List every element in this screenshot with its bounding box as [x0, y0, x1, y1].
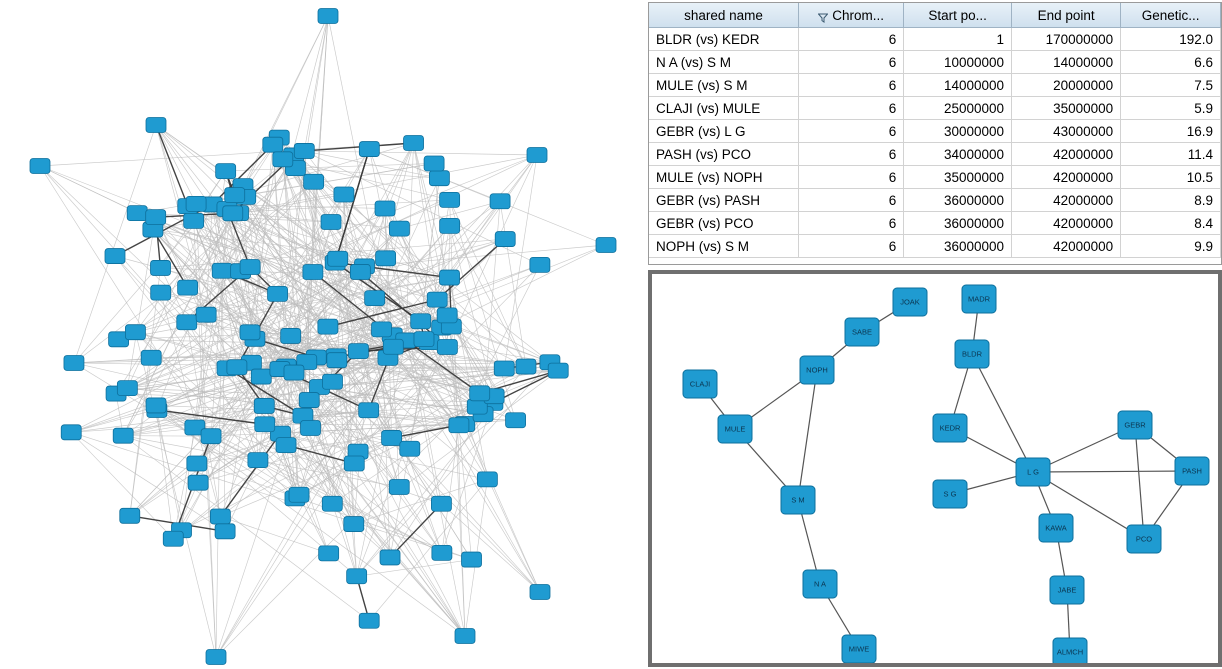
node-rect[interactable] [462, 552, 482, 567]
node-rect[interactable] [105, 249, 125, 264]
subnetwork-node[interactable] [1053, 638, 1087, 663]
subnetwork-node[interactable] [933, 480, 967, 508]
node-rect[interactable] [530, 257, 550, 272]
big-network-edge[interactable] [357, 560, 472, 577]
node-label: SABE [851, 327, 873, 337]
node-rect[interactable] [411, 314, 431, 329]
subnetwork-canvas[interactable] [652, 274, 1218, 663]
big-network-edge[interactable] [304, 151, 537, 155]
node-rect[interactable] [319, 546, 339, 561]
table-row[interactable] [649, 235, 1221, 258]
node-rect[interactable] [210, 509, 230, 524]
node-rect[interactable] [375, 201, 395, 216]
cell-chrom: 6 [799, 74, 904, 97]
node-rect[interactable] [255, 417, 275, 432]
node-label: GEBR [1124, 420, 1146, 430]
subnetwork-node[interactable] [683, 370, 717, 398]
cell-start: 14000000 [904, 74, 1012, 97]
cell-shared_name: N A (vs) S M [649, 51, 799, 74]
cell-end: 42000000 [1012, 212, 1121, 235]
node-label: L G [1027, 467, 1039, 477]
table-row[interactable] [649, 51, 1221, 74]
column-header-chromosome-label: Chrom... [832, 7, 885, 23]
node-label: N A [813, 579, 827, 589]
node-rect[interactable] [64, 355, 84, 370]
node-label: MIWE [848, 644, 870, 654]
cell-chrom: 6 [799, 51, 904, 74]
node-rect[interactable] [440, 218, 460, 233]
cell-end: 42000000 [1012, 235, 1121, 258]
node-rect[interactable] [304, 174, 324, 189]
node-rect[interactable] [383, 339, 403, 354]
cell-start: 34000000 [904, 143, 1012, 166]
node-rect[interactable] [440, 192, 460, 207]
subnetwork-node[interactable] [893, 288, 927, 316]
subnetwork-nodes [683, 285, 1209, 663]
node-rect[interactable] [328, 251, 348, 266]
table-row[interactable] [649, 97, 1221, 120]
node-rect[interactable] [151, 285, 171, 300]
node-rect[interactable] [117, 381, 137, 396]
edge-table-panel[interactable] [648, 2, 1222, 265]
node-rect[interactable] [146, 118, 166, 133]
node-label: BLDR [961, 349, 983, 359]
big-network-edge[interactable] [216, 445, 286, 657]
node-rect[interactable] [240, 260, 260, 275]
cell-start: 30000000 [904, 120, 1012, 143]
node-rect[interactable] [30, 159, 50, 174]
cell-start: 25000000 [904, 97, 1012, 120]
node-rect[interactable] [177, 315, 197, 330]
node-rect[interactable] [178, 280, 198, 295]
node-rect[interactable] [113, 428, 133, 443]
node-rect[interactable] [273, 152, 293, 167]
subnetwork-node[interactable] [1127, 525, 1161, 553]
column-header-genetic[interactable] [1121, 3, 1221, 28]
subnetwork-view[interactable] [648, 270, 1222, 667]
node-rect[interactable] [494, 361, 514, 376]
node-rect[interactable] [227, 360, 247, 375]
cell-chrom: 6 [799, 166, 904, 189]
node-rect[interactable] [414, 332, 434, 347]
node-rect[interactable] [389, 221, 409, 236]
big-network-edge[interactable] [123, 436, 211, 437]
subnetwork-edge[interactable] [1135, 425, 1144, 539]
node-label: JABE [1057, 585, 1077, 595]
node-label: PASH [1182, 466, 1202, 476]
node-rect[interactable] [344, 456, 364, 471]
cell-chrom: 6 [799, 212, 904, 235]
node-label: ALMCH [1056, 647, 1084, 657]
node-label: MADR [967, 294, 991, 304]
big-network-edge[interactable] [304, 143, 413, 151]
cell-chrom: 6 [799, 143, 904, 166]
node-rect[interactable] [322, 496, 342, 511]
node-rect[interactable] [382, 430, 402, 445]
column-header-end-point-label: End point [1037, 7, 1095, 23]
cell-shared_name: MULE (vs) S M [649, 74, 799, 97]
cell-shared_name: GEBR (vs) PASH [649, 189, 799, 212]
cell-start: 35000000 [904, 166, 1012, 189]
node-rect[interactable] [455, 629, 475, 644]
node-rect[interactable] [268, 286, 288, 301]
cell-genetic: 6.6 [1121, 51, 1221, 74]
node-label: PCO [1135, 534, 1153, 544]
table-row[interactable] [649, 74, 1221, 97]
node-rect[interactable] [248, 453, 268, 468]
cell-chrom: 6 [799, 189, 904, 212]
node-rect[interactable] [359, 613, 379, 628]
node-rect[interactable] [184, 213, 204, 228]
cell-genetic: 16.9 [1121, 120, 1221, 143]
node-rect[interactable] [334, 187, 354, 202]
cell-genetic: 11.4 [1121, 143, 1221, 166]
cell-shared_name: MULE (vs) NOPH [649, 166, 799, 189]
node-label: KEDR [939, 423, 961, 433]
column-header-start-point[interactable] [904, 3, 1012, 28]
node-rect[interactable] [389, 479, 409, 494]
cell-genetic: 5.9 [1121, 97, 1221, 120]
node-rect[interactable] [299, 393, 319, 408]
cell-shared_name: PASH (vs) PCO [649, 143, 799, 166]
node-rect[interactable] [127, 206, 147, 221]
node-rect[interactable] [596, 238, 616, 253]
table-row[interactable] [649, 189, 1221, 212]
node-rect[interactable] [359, 142, 379, 157]
node-rect[interactable] [449, 418, 469, 433]
node-rect[interactable] [201, 429, 221, 444]
node-rect[interactable] [61, 425, 81, 440]
table-row[interactable] [649, 120, 1221, 143]
node-rect[interactable] [322, 374, 342, 389]
node-rect[interactable] [216, 164, 236, 179]
subnetwork-edges [700, 299, 1192, 652]
node-rect[interactable] [376, 251, 396, 266]
node-rect[interactable] [225, 188, 245, 203]
node-rect[interactable] [344, 517, 364, 532]
subnetwork-edge[interactable] [1033, 471, 1192, 472]
node-label: KAWA [1045, 523, 1067, 533]
node-rect[interactable] [380, 550, 400, 565]
node-rect[interactable] [530, 585, 550, 600]
node-rect[interactable] [303, 264, 323, 279]
subnetwork-node[interactable] [962, 285, 996, 313]
node-rect[interactable] [120, 508, 140, 523]
subnetwork-edge[interactable] [798, 370, 817, 500]
node-label: S M [791, 495, 805, 505]
big-network-edge[interactable] [235, 143, 414, 195]
node-rect[interactable] [251, 369, 271, 384]
subnetwork-node[interactable] [1050, 576, 1084, 604]
cell-start: 1 [904, 28, 1012, 51]
node-rect[interactable] [212, 263, 232, 278]
column-header-shared-name-label: shared name [684, 7, 763, 23]
node-rect[interactable] [347, 569, 367, 584]
node-rect[interactable] [495, 232, 515, 247]
cell-start: 36000000 [904, 235, 1012, 258]
cell-shared_name: GEBR (vs) L G [649, 120, 799, 143]
node-rect[interactable] [506, 413, 526, 428]
subnetwork-node[interactable] [842, 635, 876, 663]
node-rect[interactable] [215, 524, 235, 539]
node-rect[interactable] [348, 344, 368, 359]
node-rect[interactable] [187, 456, 207, 471]
cell-chrom: 6 [799, 97, 904, 120]
node-rect[interactable] [146, 210, 166, 225]
node-rect[interactable] [440, 270, 460, 285]
cell-end: 35000000 [1012, 97, 1121, 120]
node-rect[interactable] [431, 496, 451, 511]
node-rect[interactable] [141, 350, 161, 365]
node-rect[interactable] [424, 156, 444, 171]
node-rect[interactable] [294, 143, 314, 158]
subnetwork-node[interactable] [718, 415, 752, 443]
node-rect[interactable] [490, 194, 510, 209]
node-rect[interactable] [318, 319, 338, 334]
cell-genetic: 8.9 [1121, 189, 1221, 212]
node-rect[interactable] [400, 441, 420, 456]
cell-end: 42000000 [1012, 143, 1121, 166]
cell-shared_name: BLDR (vs) KEDR [649, 28, 799, 51]
cell-chrom: 6 [799, 120, 904, 143]
node-rect[interactable] [548, 363, 568, 378]
node-rect[interactable] [321, 215, 341, 230]
cell-chrom: 6 [799, 28, 904, 51]
node-rect[interactable] [301, 421, 321, 436]
subnetwork-node[interactable] [803, 570, 837, 598]
column-header-start-point-label: Start po... [928, 7, 987, 23]
subnetwork-node[interactable] [781, 486, 815, 514]
node-rect[interactable] [125, 325, 145, 340]
node-rect[interactable] [196, 307, 216, 322]
node-rect[interactable] [359, 403, 379, 418]
subnetwork-node[interactable] [1039, 514, 1073, 542]
filter-icon[interactable] [818, 11, 828, 21]
cell-end: 42000000 [1012, 166, 1121, 189]
cell-shared_name: GEBR (vs) PCO [649, 212, 799, 235]
table-body [649, 28, 1221, 258]
node-rect[interactable] [263, 137, 283, 152]
table-row[interactable] [649, 212, 1221, 235]
big-network-edge[interactable] [304, 16, 328, 151]
node-rect[interactable] [437, 308, 457, 323]
cell-genetic: 9.9 [1121, 235, 1221, 258]
cell-start: 36000000 [904, 212, 1012, 235]
node-rect[interactable] [240, 325, 260, 340]
node-rect[interactable] [516, 359, 536, 374]
node-rect[interactable] [289, 487, 309, 502]
node-rect[interactable] [432, 545, 452, 560]
node-rect[interactable] [254, 398, 274, 413]
table-row[interactable] [649, 166, 1221, 189]
node-rect[interactable] [188, 475, 208, 490]
node-rect[interactable] [372, 322, 392, 337]
subnetwork-node[interactable] [933, 414, 967, 442]
node-label: NOPH [806, 365, 828, 375]
cell-genetic: 192.0 [1121, 28, 1221, 51]
subnetwork-node[interactable] [800, 356, 834, 384]
table-header-row [649, 3, 1221, 28]
node-rect[interactable] [350, 264, 370, 279]
subnetwork-edge[interactable] [972, 354, 1033, 472]
cell-genetic: 8.4 [1121, 212, 1221, 235]
node-rect[interactable] [437, 339, 457, 354]
column-header-chromosome[interactable] [799, 3, 904, 28]
cell-end: 43000000 [1012, 120, 1121, 143]
table-header [649, 3, 1221, 28]
node-label: S G [943, 489, 957, 499]
node-rect[interactable] [365, 291, 385, 306]
column-header-shared-name[interactable] [649, 3, 799, 28]
cell-end: 170000000 [1012, 28, 1121, 51]
edge-table [649, 3, 1221, 258]
node-label: JOAK [900, 297, 920, 307]
node-rect[interactable] [404, 136, 424, 151]
cell-genetic: 10.5 [1121, 166, 1221, 189]
node-rect[interactable] [151, 260, 171, 275]
table-row[interactable] [649, 28, 1221, 51]
cell-genetic: 7.5 [1121, 74, 1221, 97]
cell-start: 10000000 [904, 51, 1012, 74]
cell-shared_name: CLAJI (vs) MULE [649, 97, 799, 120]
table-row[interactable] [649, 143, 1221, 166]
subnetwork-node[interactable] [955, 340, 989, 368]
node-rect[interactable] [276, 438, 296, 453]
cell-start: 36000000 [904, 189, 1012, 212]
node-rect[interactable] [429, 171, 449, 186]
node-rect[interactable] [527, 148, 547, 163]
node-label: MULE [724, 424, 746, 434]
node-rect[interactable] [186, 196, 206, 211]
cell-shared_name: NOPH (vs) S M [649, 235, 799, 258]
node-rect[interactable] [223, 206, 243, 221]
node-rect[interactable] [281, 328, 301, 343]
cell-end: 14000000 [1012, 51, 1121, 74]
cell-end: 20000000 [1012, 74, 1121, 97]
node-rect[interactable] [470, 386, 490, 401]
cell-chrom: 6 [799, 235, 904, 258]
subnetwork-node[interactable] [1175, 457, 1209, 485]
node-rect[interactable] [163, 531, 183, 546]
subnetwork-node[interactable] [845, 318, 879, 346]
node-label: CLAJI [689, 379, 711, 389]
column-header-end-point[interactable] [1012, 3, 1121, 28]
column-header-genetic-label: Genetic... [1141, 7, 1200, 23]
node-rect[interactable] [284, 365, 304, 380]
node-rect[interactable] [427, 292, 447, 307]
big-network-edge[interactable] [410, 449, 540, 592]
subnetwork-node[interactable] [1016, 458, 1050, 486]
cell-end: 42000000 [1012, 189, 1121, 212]
subnetwork-node[interactable] [1118, 411, 1152, 439]
node-rect[interactable] [146, 398, 166, 413]
node-rect[interactable] [327, 353, 347, 368]
node-rect[interactable] [318, 9, 338, 24]
node-rect[interactable] [477, 472, 497, 487]
node-rect[interactable] [206, 650, 226, 665]
